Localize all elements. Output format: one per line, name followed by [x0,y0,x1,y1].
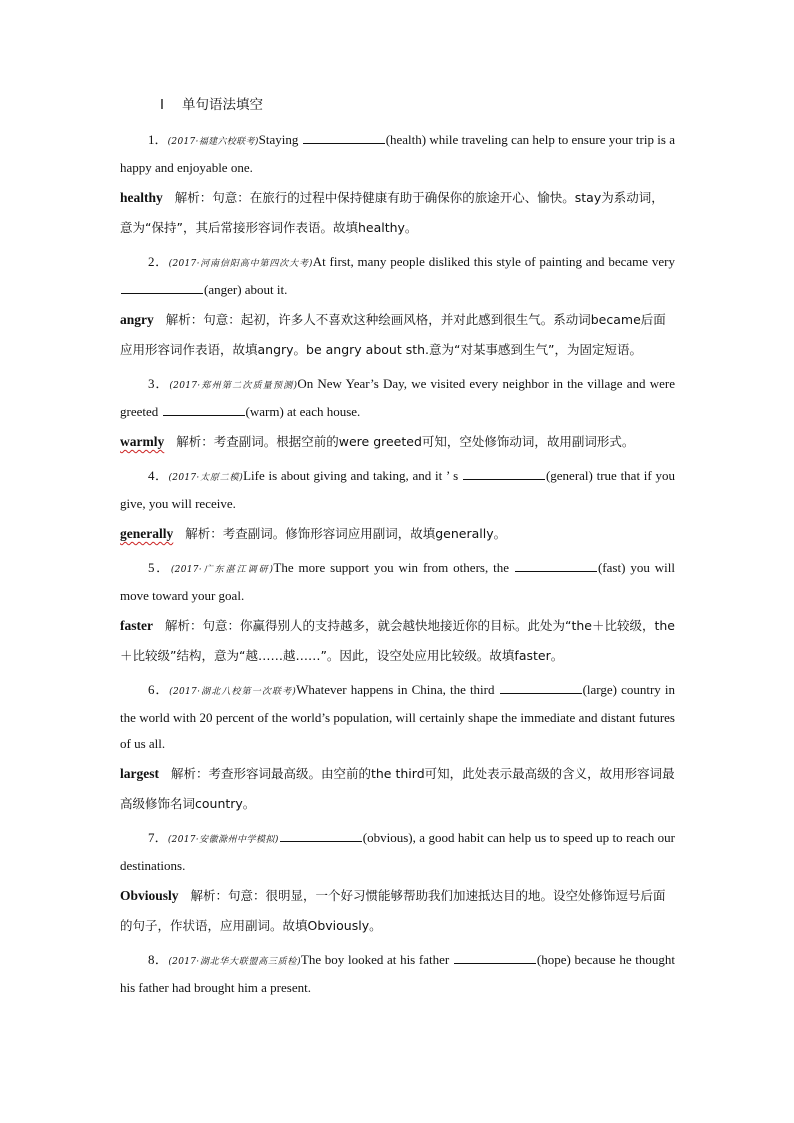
question [120,463,675,517]
question-text-before: The more support you win from others, the [273,560,514,575]
explanation-text: 解析：考查副词。修饰形容词应用副词，故填generally。 [185,526,507,541]
document-page [120,93,675,1001]
answer-word: largest [120,766,159,781]
item-4 [120,463,675,549]
item-2 [120,249,675,365]
question [120,371,675,425]
answer-blank[interactable] [500,679,582,694]
question-number: 1． [148,132,168,147]
question-source: (2017·湖北八校第一次联考) [169,687,297,697]
item-1 [120,127,675,243]
question [120,947,675,1001]
question-source: (2017·郑州第二次质量预测) [169,381,298,391]
explanation-text: 解析：句意：你赢得别人的支持越多，就会越快地接近你的目标。此处为“the＋比较级，the＋比较级”结构，意为“越……越……”。因此，设空处应用比较级。故填faster。 [120,618,675,663]
question-number: 4． [148,468,169,483]
question [120,127,675,181]
question-text-after: (general) true that if you give, you will receive. [120,468,676,511]
question-source: (2017·福建六校联考) [167,137,259,147]
answer-explanation [120,427,675,457]
question-text-before: At first, many people disliked this style of painting and became very [312,254,675,269]
question-number: 8． [148,952,169,967]
explanation-text: 解析：句意：起初，许多人不喜欢这种绘画风格，并对此感到很生气。系动词became后面应用形容词作表语，故填angry。be angry about sth.意为“对某事感到生气”，为固定短语。 [120,312,666,357]
item-3 [120,371,675,457]
answer-blank[interactable] [303,129,385,144]
question-number: 5． [148,560,171,575]
answer-word: warmly [120,434,165,449]
answer-word: generally [120,526,174,541]
question-text-after: (anger) about it. [204,282,288,297]
answer-word: Obviously [120,888,179,903]
question [120,249,675,303]
answer-blank[interactable] [454,949,536,964]
answer-blank[interactable] [463,465,545,480]
question-text-before: The boy looked at his father [300,952,453,967]
question-number: 6． [148,682,170,697]
question-text-after: (large) country in the world with 20 percent of the world’s population, will certainly shape the immediate and distant futures of us all. [120,682,675,751]
item-8 [120,947,675,1001]
item-5 [120,555,675,671]
question-source: (2017·太原二模) [168,473,244,483]
answer-word: healthy [120,190,163,205]
answer-blank[interactable] [515,557,597,572]
answer-word: angry [120,312,154,327]
question-number: 7． [148,830,168,845]
question-source: (2017·湖北华大联盟高三质检) [168,957,301,967]
answer-blank[interactable] [121,279,203,294]
question-text-after: (obvious), a good habit can help us to speed up to reach our destinations. [120,830,675,873]
answer-explanation [120,183,675,243]
question-text-after: (hope) because he thought his father had brought him a present. [120,952,675,995]
explanation-text: 解析：考查形容词最高级。由空前的the third可知，此处表示最高级的含义，故用形容词最高级修饰名词country。 [120,766,675,811]
item-7 [120,825,675,941]
question-text-before: Whatever happens in China, the third [296,682,499,697]
section-number: Ⅰ [160,97,164,112]
explanation-text: 解析：考查副词。根据空前的were greeted可知，空处修饰动词，故用副词形式。 [176,434,635,449]
question-text-before: Life is about giving and taking, and it ’ s [243,468,462,483]
answer-explanation [120,881,675,941]
question-text-after: (health) while traveling can help to ensure your trip is a happy and enjoyable one. [120,132,675,175]
question-text-after: (fast) you will move toward your goal. [120,560,675,603]
question-text-before: On New Year’s Day, we visited every neighbor in the village and were greeted [120,376,675,419]
question-source: (2017·广东湛江调研) [170,565,274,575]
answer-explanation [120,519,675,549]
question-number: 2． [148,254,169,269]
section-title [160,93,675,117]
answer-explanation [120,611,675,671]
question-text-before: Staying [258,132,302,147]
question [120,555,675,609]
question-source: (2017·安徽滁州中学模拟) [167,835,279,845]
answer-word: faster [120,618,153,633]
question [120,677,675,757]
answer-explanation [120,305,675,365]
question [120,825,675,879]
answer-blank[interactable] [280,827,362,842]
question-text-after: (warm) at each house. [245,404,361,419]
question-source: (2017·河南信阳高中第四次大考) [168,259,313,269]
explanation-text: 解析：句意：很明显，一个好习惯能够帮助我们加速抵达目的地。设空处修饰逗号后面的句子，作状语，应用副词。故填Obviously。 [120,888,666,933]
explanation-text: 解析：句意：在旅行的过程中保持健康有助于确保你的旅途开心、愉快。stay为系动词，意为“保持”，其后常接形容词作表语。故填healthy。 [120,190,664,235]
section-heading: 单句语法填空 [181,97,263,113]
item-6 [120,677,675,819]
question-number: 3． [148,376,170,391]
answer-blank[interactable] [163,401,245,416]
answer-explanation [120,759,675,819]
